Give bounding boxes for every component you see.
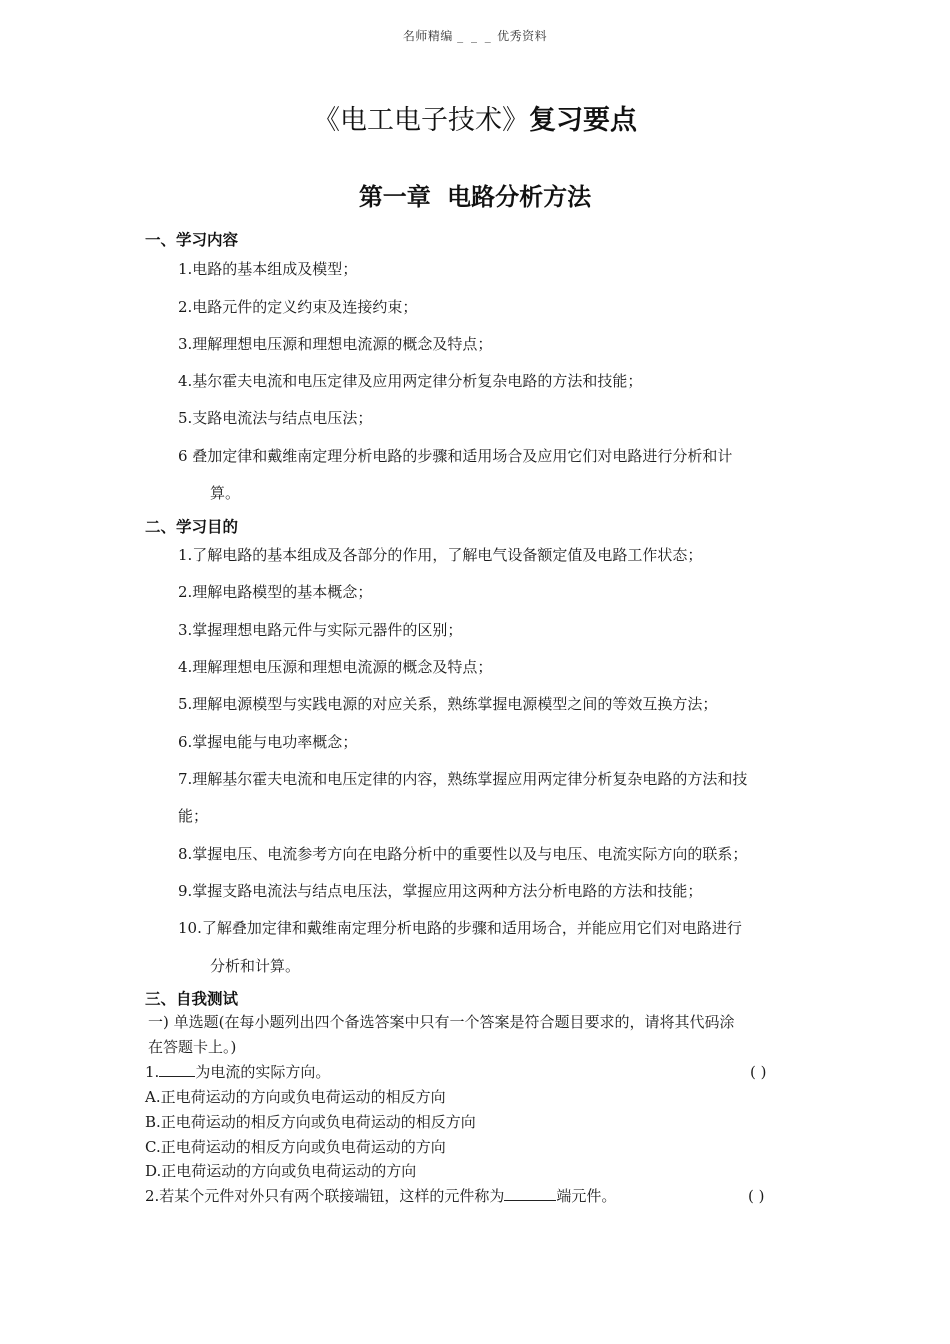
chapter-title: 第一章 电路分析方法 bbox=[358, 182, 592, 211]
document-title bbox=[0, 98, 950, 137]
list-item: 4.基尔霍夫电流和电压定律及应用两定律分析复杂电路的方法和技能； bbox=[178, 372, 643, 390]
list-item: 10.了解叠加定律和戴维南定理分析电路的步骤和适用场合，并能应用它们对电路进行 bbox=[178, 919, 742, 937]
list-item-continuation: 算。 bbox=[210, 484, 241, 502]
title-book-name: 《电工电子技术》 bbox=[313, 105, 529, 136]
section-heading-learning-content: 一、学习内容 bbox=[145, 230, 239, 249]
question-1-prefix: 1. bbox=[145, 1063, 160, 1081]
list-item-continuation: 能； bbox=[178, 807, 209, 825]
option-a: A.正电荷运动的方向或负电荷运动的相反方向 bbox=[145, 1088, 446, 1106]
watermark-left: 名师精编 bbox=[402, 29, 453, 43]
list-item: 1.电路的基本组成及模型； bbox=[178, 260, 358, 278]
question-1-suffix: 为电流的实际方向。 bbox=[195, 1063, 331, 1081]
list-item: 5.理解电源模型与实践电源的对应关系，熟练掌握电源模型之间的等效互换方法； bbox=[178, 695, 718, 713]
question-2 bbox=[145, 1186, 616, 1206]
watermark-header bbox=[0, 27, 950, 44]
question-1 bbox=[145, 1062, 330, 1082]
question-2-suffix: 端元件。 bbox=[556, 1187, 617, 1205]
list-item: 5.支路电流法与结点电压法； bbox=[178, 409, 373, 427]
question-intro: 一) 单选题(在每小题列出四个备选答案中只有一个答案是符合题目要求的，请将其代码涂 bbox=[148, 1013, 735, 1031]
question-intro-continuation: 在答题卡上。) bbox=[148, 1038, 237, 1056]
answer-blank[interactable] bbox=[159, 1062, 195, 1077]
option-d: D.正电荷运动的方向或负电荷运动的方向 bbox=[145, 1162, 417, 1180]
list-item: 3.掌握理想电路元件与实际元器件的区别； bbox=[178, 621, 463, 639]
answer-blank[interactable] bbox=[504, 1186, 556, 1201]
list-item: 4.理解理想电压源和理想电流源的概念及特点； bbox=[178, 658, 493, 676]
section-heading-learning-goals: 二、学习目的 bbox=[145, 517, 239, 536]
list-item: 3.理解理想电压源和理想电流源的概念及特点； bbox=[178, 335, 493, 353]
watermark-separator: _ _ _ bbox=[457, 29, 493, 43]
list-item: 2.理解电路模型的基本概念； bbox=[178, 583, 373, 601]
list-item: 2.电路元件的定义约束及连接约束； bbox=[178, 298, 418, 316]
list-item: 7.理解基尔霍夫电流和电压定律的内容，熟练掌握应用两定律分析复杂电路的方法和技 bbox=[178, 770, 748, 788]
watermark-right: 优秀资料 bbox=[497, 29, 548, 43]
section-heading-self-test: 三、自我测试 bbox=[145, 989, 239, 1008]
option-c: C.正电荷运动的相反方向或负电荷运动的方向 bbox=[145, 1138, 446, 1156]
answer-bracket[interactable]: ( ) bbox=[748, 1187, 765, 1205]
title-main: 复习要点 bbox=[529, 105, 637, 136]
list-item: 8.掌握电压、电流参考方向在电路分析中的重要性以及与电压、电流实际方向的联系； bbox=[178, 845, 748, 863]
list-item-continuation: 分析和计算。 bbox=[210, 957, 301, 975]
list-item: 1.了解电路的基本组成及各部分的作用，了解电气设备额定值及电路工作状态； bbox=[178, 546, 703, 564]
list-item: 6 叠加定律和戴维南定理分析电路的步骤和适用场合及应用它们对电路进行分析和计 bbox=[178, 447, 733, 465]
answer-bracket[interactable]: ( ) bbox=[750, 1063, 767, 1081]
question-2-prefix: 2.若某个元件对外只有两个联接端钮，这样的元件称为 bbox=[145, 1187, 505, 1205]
option-b: B.正电荷运动的相反方向或负电荷运动的相反方向 bbox=[145, 1113, 476, 1131]
list-item: 6.掌握电能与电功率概念； bbox=[178, 733, 358, 751]
list-item: 9.掌握支路电流法与结点电压法，掌握应用这两种方法分析电路的方法和技能； bbox=[178, 882, 703, 900]
